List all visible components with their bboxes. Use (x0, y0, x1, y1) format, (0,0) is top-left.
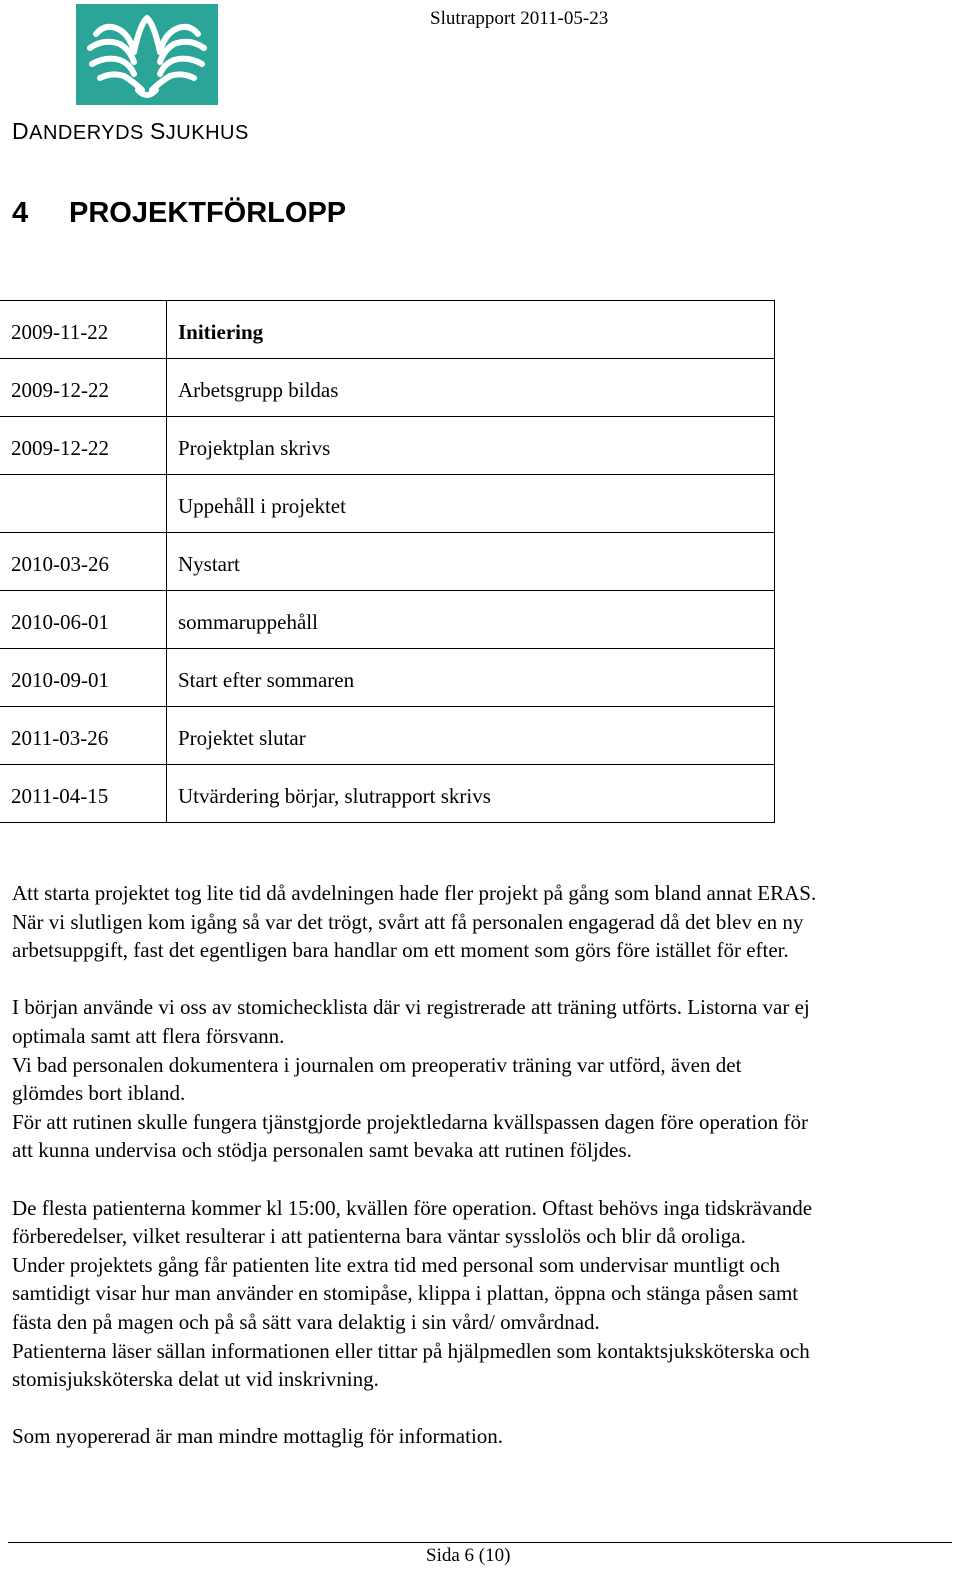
timeline-date: 2011-03-26 (0, 707, 167, 765)
timeline-event: Projektplan skrivs (167, 417, 775, 475)
timeline-event: Uppehåll i projektet (167, 475, 775, 533)
footer-divider (8, 1542, 952, 1543)
paragraph: I början använde vi oss av stomichecklista där vi registrerade att träning utförts. Listorna var ej optimala samt att flera försvann. Vi bad personalen dokumentera i journalen om preoperativ träning var utförd, även det glömdes bort ibland. För att rutinen skulle fungera tjänstgjorde projektledarna kvällspassen dagen före operation för att kunna undervisa och stödja personalen samt bevaka att rutinen följdes. (12, 995, 810, 1163)
hospital-logo (76, 4, 218, 105)
table-row (0, 359, 775, 417)
table-row (0, 649, 775, 707)
hospital-name: DANDERYDS SJUKHUS (12, 118, 249, 144)
table-row (0, 591, 775, 649)
paragraph: Att starta projektet tog lite tid då avdelningen hade fler projekt på gång som bland annat ERAS. När vi slutligen kom igång så var det trögt, svårt att få personalen engagerad då det blev en ny arbetsuppgift, fast det egentligen bara handlar om ett moment som görs före istället för efter. (12, 881, 817, 963)
hands-logo-icon (76, 4, 218, 105)
timeline-event: Nystart (167, 533, 775, 591)
timeline-date: 2011-04-15 (0, 765, 167, 823)
timeline-event: Start efter sommaren (167, 649, 775, 707)
table-row (0, 417, 775, 475)
timeline-date: 2009-12-22 (0, 359, 167, 417)
section-title: PROJEKTFÖRLOPP (69, 197, 347, 229)
timeline-date: 2010-09-01 (0, 649, 167, 707)
timeline-date: 2010-03-26 (0, 533, 167, 591)
body-text (12, 879, 952, 1451)
page-number: Sida 6 (10) (426, 1545, 511, 1566)
timeline-table (0, 300, 775, 823)
section-heading (12, 197, 346, 230)
table-row (0, 475, 775, 533)
timeline-event: Projektet slutar (167, 707, 775, 765)
timeline-date (0, 475, 167, 533)
report-date: Slutrapport 2011-05-23 (430, 8, 609, 29)
timeline-event: Utvärdering börjar, slutrapport skrivs (167, 765, 775, 823)
timeline-event: Initiering (167, 301, 775, 359)
table-row (0, 765, 775, 823)
timeline-date: 2009-11-22 (0, 301, 167, 359)
table-row (0, 533, 775, 591)
paragraph: Som nyopererad är man mindre mottaglig för information. (12, 1424, 504, 1449)
timeline-event: Arbetsgrupp bildas (167, 359, 775, 417)
timeline-date: 2010-06-01 (0, 591, 167, 649)
timeline-event: sommaruppehåll (167, 591, 775, 649)
timeline-date: 2009-12-22 (0, 417, 167, 475)
table-row (0, 707, 775, 765)
section-number: 4 (12, 197, 29, 229)
table-row (0, 301, 775, 359)
paragraph: De flesta patienterna kommer kl 15:00, kvällen före operation. Oftast behövs inga tidskrävande förberedelser, vilket resulterar i att patienterna bara väntar sysslolös och blir då oroliga. Under projektets gång får patienten lite extra tid med personal som undervisar muntligt och samtidigt visar hur man använder en stomipåse, klippa i plattan, öppna och stänga påsen samt fästa den på magen och på så sätt vara delaktig i sin vård/ omvårdnad. Patienterna läser sällan informationen eller tittar på hjälpmedlen som kontaktsjuksköterska och stomisjuksköterska delat ut vid inskrivning. (12, 1195, 813, 1392)
